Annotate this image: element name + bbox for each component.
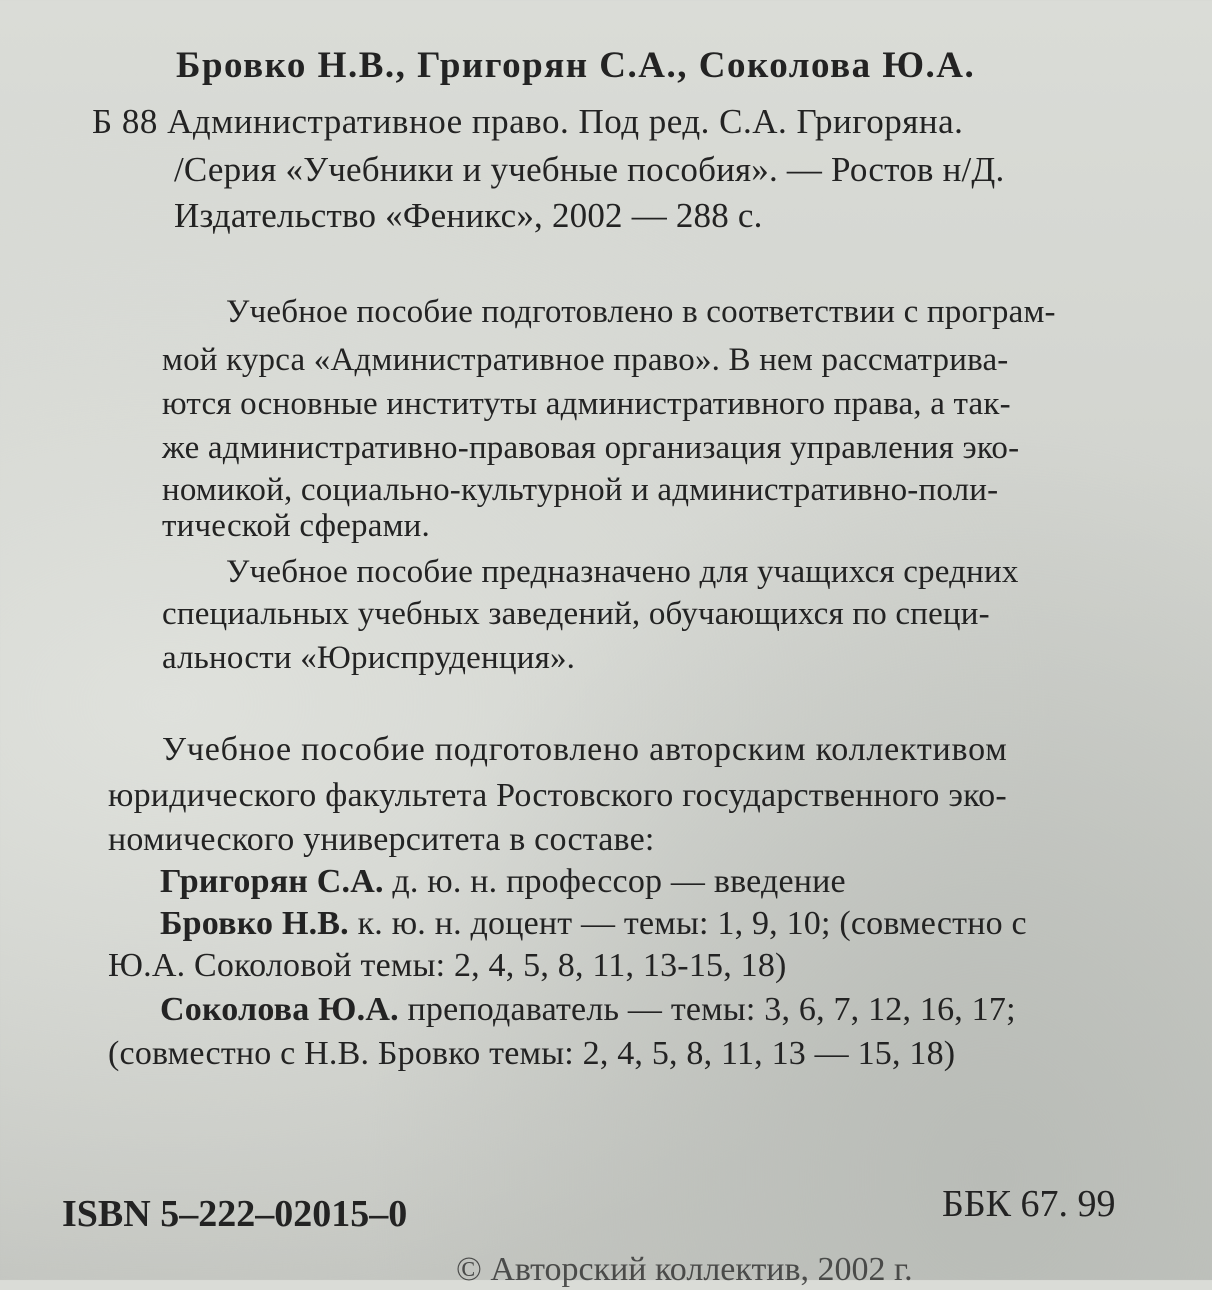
contributor-role: к. ю. н. доцент — темы: 1, 9, 10; (совместно с [357, 905, 1027, 942]
purpose-line: альности «Юриспруденция». [162, 640, 576, 676]
authors-header: Бровко Н.В., Григорян С.А., Соколова Ю.А. [176, 45, 976, 86]
contributors-intro-line: юридического факультета Ростовского государственного эко- [108, 777, 1007, 814]
contributor-brovko-continued: Ю.А. Соколовой темы: 2, 4, 5, 8, 11, 13-15, 18) [108, 947, 787, 984]
bibliographic-line-2: /Серия «Учебники и учебные пособия». — Ростов н/Д. [174, 150, 1005, 189]
abstract-line: мой курса «Административное право». В нем рассматрива- [162, 342, 1009, 378]
contributor-name: Соколова Ю.А. [160, 991, 399, 1028]
contributor-role: д. ю. н. профессор — введение [392, 863, 846, 900]
purpose-line: специальных учебных заведений, обучающихся по специ- [162, 596, 990, 632]
contributor-name: Бровко Н.В. [160, 905, 349, 942]
contributor-role: преподаватель — темы: 3, 6, 7, 12, 16, 17; [407, 991, 1016, 1028]
purpose-line: Учебное пособие предназначено для учащихся средних [226, 554, 1019, 590]
abstract-line: тической сферами. [162, 508, 430, 544]
bbk-code: ББК 67. 99 [942, 1183, 1116, 1225]
contributor-brovko [160, 904, 1027, 944]
abstract-line: же административно-правовая организация управления эко- [162, 430, 1020, 466]
contributors-intro-line: номического университета в составе: [108, 821, 655, 858]
abstract-line: номикой, социально-культурной и административно-поли- [162, 472, 999, 508]
contributors-intro-line: Учебное пособие подготовлено авторским коллективом [162, 731, 1008, 768]
contributor-sokolova-continued: (совместно с Н.В. Бровко темы: 2, 4, 5, 8, 11, 13 — 15, 18) [108, 1035, 956, 1072]
abstract-line: ются основные институты административного права, а так- [162, 386, 1011, 422]
isbn-number: ISBN 5–222–02015–0 [62, 1193, 408, 1235]
contributor-grigoryan [160, 862, 846, 902]
contributor-sokolova [160, 990, 1016, 1030]
bibliographic-line-1: Б 88 Административное право. Под ред. С.А. Григоряна. [92, 102, 964, 141]
copyright-line: © Авторский коллектив, 2002 г. [456, 1251, 913, 1288]
contributor-name: Григорян С.А. [160, 863, 384, 900]
abstract-line: Учебное пособие подготовлено в соответствии с програм- [226, 294, 1056, 330]
bibliographic-line-3: Издательство «Феникс», 2002 — 288 с. [174, 196, 763, 235]
